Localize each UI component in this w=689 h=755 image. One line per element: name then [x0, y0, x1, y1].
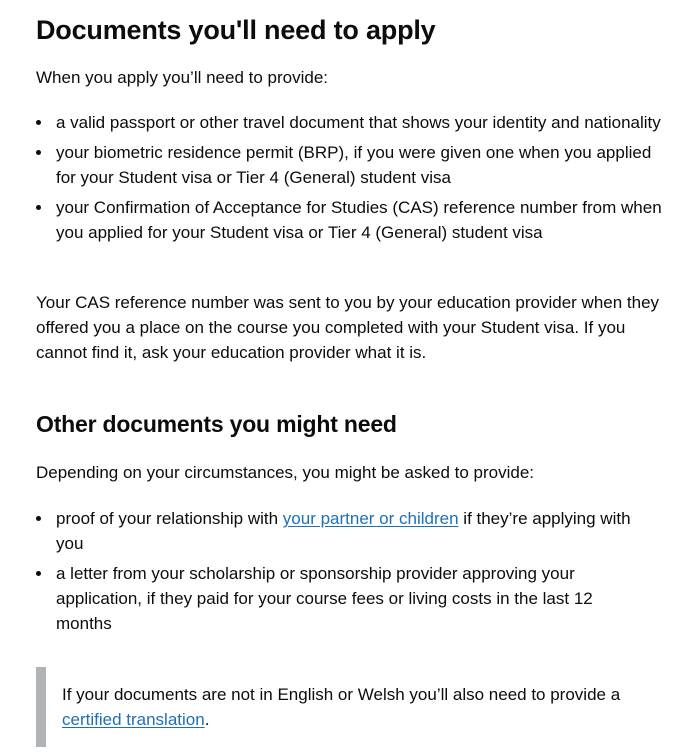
bullet-icon — [36, 571, 41, 576]
bullet-icon — [36, 516, 41, 521]
required-documents-list — [36, 110, 666, 250]
bullet-icon — [36, 205, 41, 210]
circumstances-intro-text: Depending on your circumstances, you might be asked to provide: — [36, 463, 534, 482]
list-item — [36, 140, 666, 190]
apply-intro-text: When you apply you’ll need to provide: — [36, 68, 329, 87]
other-documents-list — [36, 506, 646, 641]
list-item-text: your Confirmation of Acceptance for Studies (CAS) reference number from when you applied for your Student visa or Tier 4 (General) student visa — [56, 198, 662, 242]
certified-translation-link[interactable]: certified translation — [62, 710, 205, 729]
bullet-icon — [36, 150, 41, 155]
cas-reference-paragraph: Your CAS reference number was sent to you by your education provider when they offered you a place on the course you completed with your Student visa. If you cannot find it, ask your education provider what it is. — [36, 293, 660, 362]
list-item — [36, 561, 646, 636]
list-item — [36, 195, 666, 245]
list-item-text-after: if they’re applying with you — [56, 509, 631, 553]
documents-heading: Documents you'll need to apply — [36, 15, 436, 45]
inset-paragraph — [62, 682, 666, 732]
other-documents-heading: Other documents you might need — [36, 411, 397, 437]
list-item-text-before: proof of your relationship with — [56, 509, 283, 528]
list-item — [36, 110, 666, 135]
list-item — [36, 506, 646, 556]
inset-text-before: If your documents are not in English or Welsh you’ll also need to provide a — [62, 685, 621, 704]
translation-inset-text — [36, 667, 666, 747]
partner-or-children-link[interactable]: your partner or children — [282, 509, 459, 528]
list-item-text: a letter from your scholarship or sponsorship provider approving your application, if they paid for your course fees or living costs in the last 12 months — [56, 564, 593, 633]
bullet-icon — [36, 120, 41, 125]
inset-text-after: . — [204, 710, 210, 729]
list-item-text: a valid passport or other travel document that shows your identity and nationality — [56, 113, 661, 132]
list-item-text: your biometric residence permit (BRP), if you were given one when you applied for your Student visa or Tier 4 (General) student visa — [56, 143, 652, 187]
